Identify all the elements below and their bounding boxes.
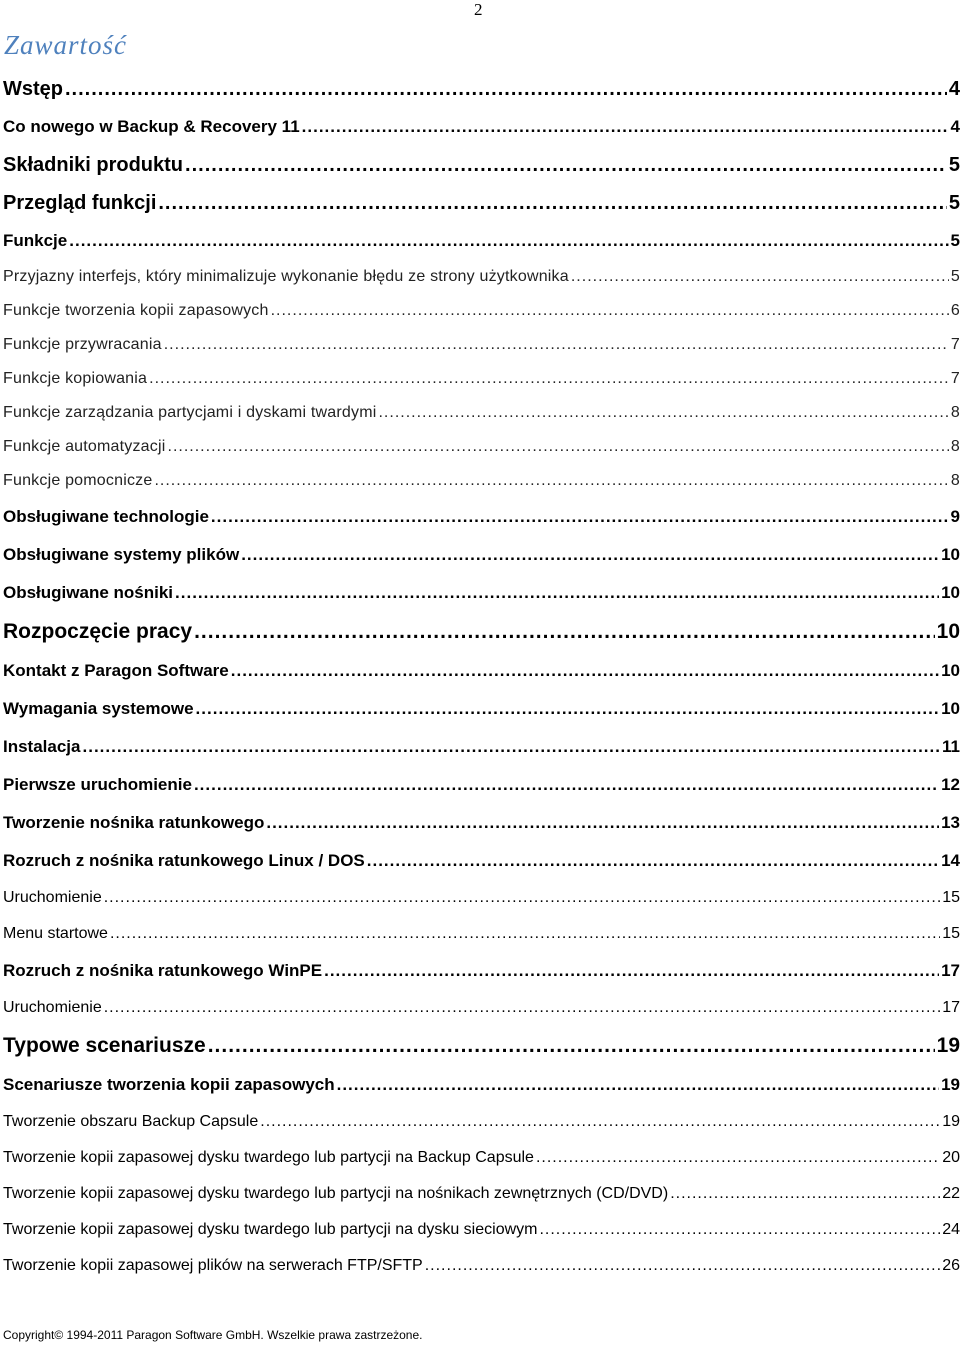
toc-entry-page: 9 [950,507,960,526]
toc-entry[interactable] [3,108,960,146]
toc-leader-dots [231,652,939,690]
toc-entry[interactable] [3,260,960,294]
toc-entry-label: Rozpoczęcie pracy [3,620,193,643]
toc-entry-label: Uruchomienie [3,889,102,906]
toc-entry-label: Tworzenie kopii zapasowej plików na serwerach FTP/SFTP [3,1257,423,1274]
toc-entry[interactable] [3,362,960,396]
toc-entry[interactable] [3,1104,960,1140]
toc-leader-dots [110,916,940,952]
toc-entry[interactable] [3,1248,960,1284]
toc-entry[interactable] [3,952,960,990]
toc-entry-page: 10 [941,661,960,680]
toc-entry-label: Rozruch z nośnika ratunkowego Linux / DOS [3,851,365,870]
toc-entry[interactable] [3,464,960,498]
toc-entry-label: Funkcje kopiowania [3,370,148,387]
toc-entry-page: 4 [948,78,960,100]
toc-entry-label: Tworzenie nośnika ratunkowego [3,813,265,832]
toc-entry-label: Funkcje automatyzacji [3,438,166,455]
toc-leader-dots [425,1248,940,1284]
toc-entry[interactable] [3,612,960,652]
toc-entry-page: 22 [942,1185,960,1202]
toc-entry-label: Przyjazny interfejs, który minimalizuje wykonanie błędu ze strony użytkownika [3,268,569,285]
toc-leader-dots [539,1212,940,1248]
toc-entry-label: Funkcje przywracania [3,336,162,353]
toc-leader-dots [175,574,939,612]
toc-leader-dots [196,690,940,728]
toc-entry[interactable] [3,728,960,766]
toc-leader-dots [65,70,947,108]
toc-entry-label: Tworzenie kopii zapasowej dysku twardego lub partycji na Backup Capsule [3,1149,534,1166]
toc-leader-dots [536,1140,940,1176]
toc-entry-label: Przegląd funkcji [3,192,157,214]
toc-entry[interactable] [3,766,960,804]
toc-entry-label: Typowe scenariusze [3,1034,206,1057]
toc-entry-page: 11 [942,737,960,756]
toc-entry[interactable] [3,916,960,952]
toc-entry-page: 17 [942,999,960,1016]
toc-leader-dots [158,184,947,222]
toc-entry-page: 19 [941,1075,960,1094]
toc-entry[interactable] [3,70,960,108]
toc-entry-label: Rozruch z nośnika ratunkowego WinPE [3,961,323,980]
toc-leader-dots [104,880,940,916]
toc-leader-dots [378,396,948,430]
toc-leader-dots [208,1026,935,1066]
toc-leader-dots [241,536,939,574]
toc-entry[interactable] [3,990,960,1026]
toc-entry-label: Wymagania systemowe [3,699,194,718]
toc-entry-page: 13 [941,813,960,832]
toc-entry-page: 6 [950,302,960,319]
toc-entry-label: Scenariusze tworzenia kopii zapasowych [3,1075,335,1094]
toc-entry-page: 19 [936,1034,960,1057]
table-of-contents [3,70,960,1284]
toc-entry-label: Co nowego w Backup & Recovery 11 [3,117,300,136]
toc-title: Zawartość [4,30,128,60]
toc-entry[interactable] [3,842,960,880]
toc-leader-dots [149,362,949,396]
toc-entry-page: 10 [941,545,960,564]
toc-entry-page: 20 [942,1149,960,1166]
toc-leader-dots [211,498,949,536]
toc-entry-page: 8 [950,404,960,421]
toc-leader-dots [83,728,941,766]
toc-leader-dots [154,464,948,498]
toc-entry-label: Instalacja [3,737,81,756]
toc-entry-label: Menu startowe [3,925,108,942]
toc-entry-label: Obsługiwane nośniki [3,583,174,602]
toc-entry[interactable] [3,536,960,574]
toc-entry[interactable] [3,1026,960,1066]
toc-leader-dots [168,430,949,464]
toc-entry-label: Tworzenie kopii zapasowej dysku twardego lub partycji na nośnikach zewnętrznych (CD/DVD) [3,1185,669,1202]
toc-leader-dots [337,1066,939,1104]
toc-entry-page: 7 [950,336,960,353]
toc-entry[interactable] [3,396,960,430]
toc-leader-dots [271,294,949,328]
toc-leader-dots [571,260,949,294]
toc-entry-page: 14 [941,851,960,870]
toc-entry-page: 15 [942,925,960,942]
toc-leader-dots [670,1176,940,1212]
toc-leader-dots [185,146,947,184]
toc-entry-label: Kontakt z Paragon Software [3,661,229,680]
toc-entry[interactable] [3,222,960,260]
toc-entry-label: Pierwsze uruchomienie [3,775,192,794]
toc-entry-page: 15 [942,889,960,906]
toc-entry-label: Funkcje tworzenia kopii zapasowych [3,302,269,319]
toc-entry-label: Funkcje zarządzania partycjami i dyskami twardymi [3,404,377,421]
toc-leader-dots [302,108,949,146]
toc-entry-label: Tworzenie kopii zapasowej dysku twardego lub partycji na dysku sieciowym [3,1221,538,1238]
toc-entry-label: Wstęp [3,78,63,100]
page-number: 2 [474,0,483,19]
toc-entry-page: 8 [950,438,960,455]
toc-entry-label: Uruchomienie [3,999,102,1016]
toc-entry[interactable] [3,498,960,536]
toc-entry[interactable] [3,1212,960,1248]
toc-entry-label: Tworzenie obszaru Backup Capsule [3,1113,259,1130]
toc-entry-page: 10 [941,583,960,602]
toc-entry-label: Składniki produktu [3,154,184,176]
toc-entry[interactable] [3,328,960,362]
toc-entry[interactable] [3,1140,960,1176]
toc-entry-page: 4 [950,117,960,136]
toc-leader-dots [266,804,939,842]
toc-leader-dots [367,842,939,880]
toc-entry-label: Funkcje pomocnicze [3,472,153,489]
toc-entry[interactable] [3,294,960,328]
toc-entry-page: 24 [942,1221,960,1238]
toc-entry-label: Obsługiwane systemy plików [3,545,240,564]
toc-entry-page: 7 [950,370,960,387]
toc-entry-page: 5 [950,268,960,285]
toc-entry-page: 5 [948,192,960,214]
toc-entry[interactable] [3,184,960,222]
toc-entry-page: 8 [950,472,960,489]
toc-leader-dots [194,612,935,652]
toc-entry-page: 5 [948,154,960,176]
toc-entry-page: 10 [941,699,960,718]
toc-entry-page: 12 [941,775,960,794]
copyright-footer: Copyright© 1994-2011 Paragon Software GmbH. Wszelkie prawa zastrzeżone. [3,1328,423,1342]
toc-entry[interactable] [3,652,960,690]
toc-entry[interactable] [3,1176,960,1212]
toc-entry-page: 19 [942,1113,960,1130]
toc-entry-page: 10 [936,620,960,643]
toc-entry-page: 17 [941,961,960,980]
toc-entry[interactable] [3,690,960,728]
toc-entry-label: Funkcje [3,231,68,250]
toc-leader-dots [194,766,939,804]
toc-leader-dots [69,222,948,260]
toc-leader-dots [104,990,940,1026]
toc-entry-page: 5 [950,231,960,250]
toc-entry[interactable] [3,1066,960,1104]
toc-entry-label: Obsługiwane technologie [3,507,209,526]
toc-leader-dots [260,1104,940,1140]
toc-entry-page: 26 [942,1257,960,1274]
toc-entry[interactable] [3,146,960,184]
toc-leader-dots [324,952,939,990]
toc-entry[interactable] [3,880,960,916]
toc-entry[interactable] [3,574,960,612]
toc-entry[interactable] [3,430,960,464]
toc-leader-dots [164,328,949,362]
toc-entry[interactable] [3,804,960,842]
